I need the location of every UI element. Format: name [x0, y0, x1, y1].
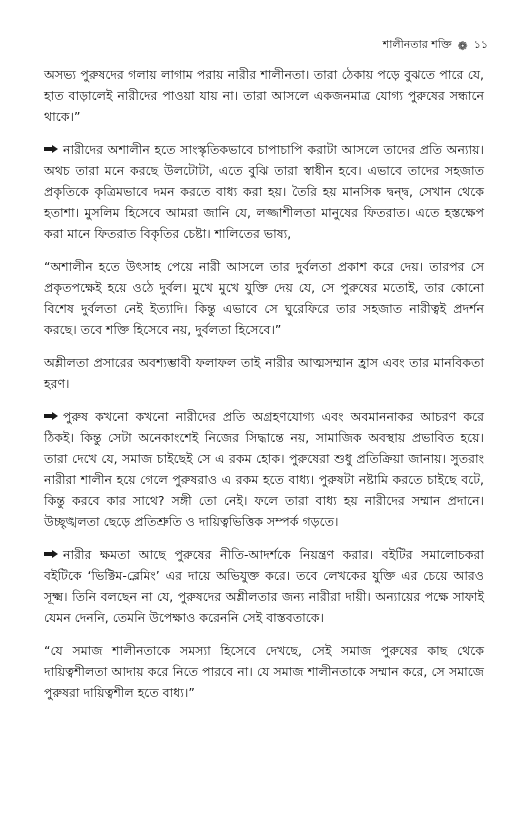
paragraph-text: অশ্লীলতা প্রসারের অবশ্যম্ভাবী ফলাফল তাই নারীর আত্মসম্মান হ্রাস এবং তার মানবিকতা হরণ। [44, 355, 484, 391]
page-body [44, 64, 484, 715]
arrow-right-bullet-icon [44, 412, 58, 420]
flower-ornament-icon: ❁ [457, 38, 468, 53]
quote-paragraph-2 [44, 640, 484, 703]
arrow-right-bullet-icon [44, 145, 58, 153]
paragraph-text: পুরুষ কখনো কখনো নারীদের প্রতি অগ্রহণযোগ্য এবং অবমাননাকর আচরণ করে ঠিকই। কিন্তু সেটা অনেকাংশেই নিজের সিদ্ধান্তে নয়, সামাজিক অবস্থায় প্রভাবিত হয়ে। তারা দেখে যে, সমাজ চাইছেই সে এ রকম হোক। পুরুষেরা শুধু প্রতিক্রিয়া জানায়। সুতরাং নারীরা শালীন হয়ে গেলে পুরুষরাও এ রকম হতে বাধ্য। পুরুষটা নষ্টামি করতে চাইছে বটে, কিন্তু করবে কার সাথে? সঙ্গী তো নেই। ফলে তারা বাধ্য হয় নারীদের সম্মান প্রদানে। উচ্ছৃঙ্খলতা ছেড়ে প্রতিশ্রুতি ও দায়িত্বভিত্তিক সম্পর্ক গড়তে। [44, 409, 484, 529]
paragraph-text: “যে সমাজ শালীনতাকে সমস্যা হিসেবে দেখছে, সেই সমাজ পুরুষের কাছ থেকে দায়িত্বশীলতা আদায় করে নিতে পারবে না। যে সমাজ শালীনতাকে সম্মান করে, সে সমাজে পুরুষরা দায়িত্বশীল হতে বাধ্য।” [44, 643, 484, 700]
running-header-title: শালীনতার শক্তি [382, 38, 452, 51]
arrow-right-bullet-icon [44, 550, 58, 558]
paragraph-text: অসভ্য পুরুষদের গলায় লাগাম পরায় নারীর শালীনতা। তারা ঠেকায় পড়ে বুঝতে পারে যে, হাত বাড়ালেই নারীদের পাওয়া যায় না। তারা আসলে একজনমাত্র যোগ্য পুরুষের সন্ধানে থাকে।” [44, 67, 484, 124]
quote-paragraph-1 [44, 256, 484, 340]
paragraph-text: নারীদের অশালীন হতে সাংস্কৃতিকভাবে চাপাচাপি করাটা আসলে তাদের প্রতি অন্যায়। অথচ তারা মনে করছে উলটোটা, এতে বুঝি তারা স্বাধীন হবে। এভাবে তাদের সহজাত প্রকৃতিকে কৃত্রিমভাবে দমন করতে বাধ্য করা হয়। তৈরি হয় মানসিক দ্বন্দ্ব, সেখান থেকে হতাশা। মুসলিম হিসেবে আমরা জানি যে, লজ্জাশীলতা মানুষের ফিতরাত। এতে হস্তক্ষেপ করা মানে ফিতরাত বিকৃতির চেষ্টা। শালিতের ভাষ্য, [44, 142, 484, 241]
paragraph-2 [44, 139, 484, 244]
paragraph-1 [44, 64, 484, 127]
paragraph-text: নারীর ক্ষমতা আছে পুরুষের নীতি-আদর্শকে নিয়ন্ত্রণ করার। বইটির সমালোচকরা বইটিকে ‘ভিক্টিম-ব্লেমিং’ এর দায়ে অভিযুক্ত করে। তবে লেখকের যুক্তি এর চেয়ে আরও সূক্ষ্ম। তিনি বলছেন না যে, পুরুষদের অশ্লীলতার জন্য নারীরা দায়ী। অন্যায়ের পক্ষে সাফাই যেমন দেননি, তেমনি উপেক্ষাও করেননি সেই বাস্তবতাকে। [44, 547, 484, 625]
paragraph-5 [44, 544, 484, 628]
paragraph-4 [44, 406, 484, 532]
paragraph-text: “অশালীন হতে উৎসাহ পেয়ে নারী আসলে তার দুর্বলতা প্রকাশ করে দেয়। তারপর সে প্রকৃতপক্ষেই হয়ে ওঠে দুর্বল। মুখে মুখে যুক্তি দেয় যে, সে পুরুষের মতোই, তার কোনো বিশেষ দুর্বলতা নেই ইত্যাদি। কিন্তু এভাবে সে ঘুরেফিরে তার সহজাত নারীত্বই প্রদর্শন করছে। তবে শক্তি হিসেবে নয়, দুর্বলতা হিসেবে।” [44, 259, 484, 337]
paragraph-3 [44, 352, 484, 394]
page-number: ১১ [473, 38, 488, 51]
running-header [383, 36, 488, 55]
